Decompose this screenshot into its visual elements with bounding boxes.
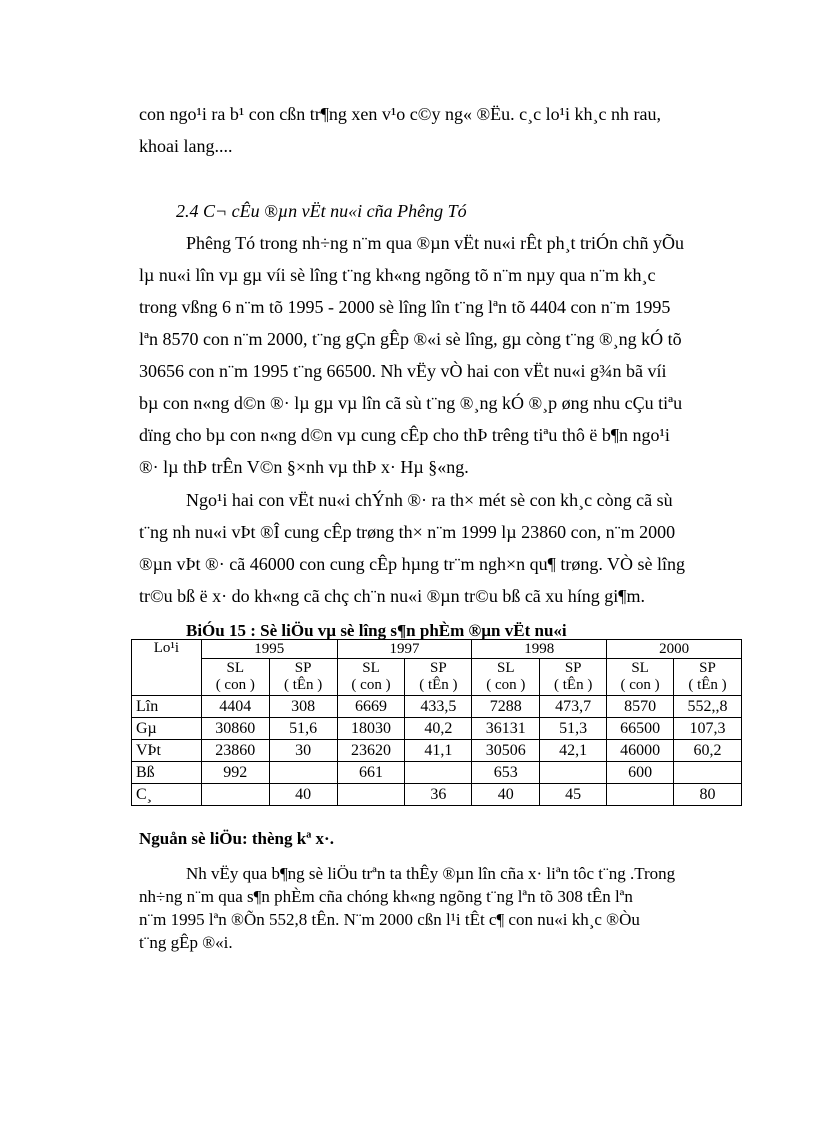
category-header: Lo¹i	[132, 640, 202, 696]
table-row	[132, 718, 742, 740]
table-row	[132, 696, 742, 718]
text-line: t¨ng gÊp ®«i.	[139, 933, 233, 952]
year-header: 2000	[607, 640, 742, 659]
row-label: Bß	[132, 762, 202, 784]
table-cell: 40,2	[405, 718, 472, 740]
table-cell: 41,1	[405, 740, 472, 762]
text-line: lªn 8570 con n¨m 2000, t¨ng gÇn gÊp ®«i sè lîng, gµ còng t¨ng ®¸ng kÓ tõ	[139, 329, 682, 349]
year-header: 1995	[201, 640, 337, 659]
table-cell: 30	[269, 740, 337, 762]
table-cell: 30860	[201, 718, 269, 740]
sub-header-sl: SL ( con )	[472, 659, 540, 696]
table-cell: 40	[269, 784, 337, 806]
table-cell	[337, 784, 405, 806]
section-heading: 2.4 C¬ cÊu ®µn vËt nu«i cña Phêng Tó	[176, 201, 467, 221]
table-cell: 653	[472, 762, 540, 784]
table-cell: 66500	[607, 718, 674, 740]
data-source-note: Nguån sè liÖu: thèng kª x·.	[139, 829, 334, 848]
text-line: ®· lµ thÞ trÊn V©n §×nh vµ thÞ x· Hµ §«ng.	[139, 457, 469, 477]
row-label: C¸	[132, 784, 202, 806]
sub-header-sp: SP ( tÊn )	[674, 659, 742, 696]
table-cell: 60,2	[674, 740, 742, 762]
text-line: nh÷ng n¨m qua s¶n phÈm cña chóng kh«ng ngõng t¨ng lªn tõ 308 tÊn lªn	[139, 887, 633, 906]
table-cell: 80	[674, 784, 742, 806]
sub-header-sl: SL ( con )	[607, 659, 674, 696]
text-line: lµ nu«i lîn vµ gµ víi sè lîng t¨ng kh«ng ngõng tõ n¨m nµy qua n¨m kh¸c	[139, 265, 656, 285]
text-line: 30656 con n¨m 1995 t¨ng 66500. Nh vËy vÒ hai con vËt nu«i g¾n bã víi	[139, 361, 667, 381]
table-cell: 36	[405, 784, 472, 806]
table-cell: 42,1	[540, 740, 607, 762]
table-cell: 18030	[337, 718, 405, 740]
table-cell: 992	[201, 762, 269, 784]
table-cell: 600	[607, 762, 674, 784]
year-header: 1998	[472, 640, 607, 659]
table-cell: 23620	[337, 740, 405, 762]
table-cell: 46000	[607, 740, 674, 762]
table-cell	[607, 784, 674, 806]
text-line: Ngo¹i hai con vËt nu«i chÝnh ®· ra th× mét sè con kh¸c còng cã sù	[186, 490, 673, 510]
text-line: dïng cho bµ con n«ng d©n vµ cung cÊp cho thÞ trêng tiªu thô ë b¶n ngo¹i	[139, 425, 670, 445]
table-cell	[201, 784, 269, 806]
table-cell	[674, 762, 742, 784]
text-line: khoai lang....	[139, 136, 233, 156]
year-header: 1997	[337, 640, 472, 659]
table-cell: 661	[337, 762, 405, 784]
table-cell: 473,7	[540, 696, 607, 718]
text-line: n¨m 1995 lªn ®Õn 552,8 tÊn. N¨m 2000 cßn l¹i tÊt c¶ con nu«i kh¸c ®Òu	[139, 910, 640, 929]
table-cell: 40	[472, 784, 540, 806]
text-line: trong vßng 6 n¨m tõ 1995 - 2000 sè lîng lîn t¨ng lªn tõ 4404 con n¨m 1995	[139, 297, 671, 317]
table-row	[132, 762, 742, 784]
table-cell: 36131	[472, 718, 540, 740]
table-cell: 30506	[472, 740, 540, 762]
table-cell: 23860	[201, 740, 269, 762]
table-cell: 308	[269, 696, 337, 718]
text-line: Nh vËy qua b¶ng sè liÖu trªn ta thÊy ®µn lîn cña x· liªn tôc t¨ng .Trong	[186, 864, 676, 883]
table-cell: 107,3	[674, 718, 742, 740]
row-label: Lîn	[132, 696, 202, 718]
table-cell: 51,3	[540, 718, 607, 740]
text-line: Phêng Tó trong nh÷ng n¨m qua ®µn vËt nu«i rÊt ph¸t triÓn chñ yÕu	[186, 233, 685, 253]
table-cell: 7288	[472, 696, 540, 718]
table-caption: BiÓu 15 : Sè liÖu vµ sè lîng s¶n phÈm ®µn vËt nu«i	[186, 621, 567, 640]
table-cell	[269, 762, 337, 784]
sub-header-sl: SL ( con )	[337, 659, 405, 696]
livestock-table	[131, 639, 742, 806]
table-cell	[405, 762, 472, 784]
row-label: VÞt	[132, 740, 202, 762]
table-cell: 433,5	[405, 696, 472, 718]
table-cell: 552,,8	[674, 696, 742, 718]
text-line: t¨ng nh nu«i vÞt ®Î cung cÊp trøng th× n¨m 1999 lµ 23860 con, n¨m 2000	[139, 522, 676, 542]
text-line: tr©u bß ë x· do kh«ng cã chç ch¨n nu«i ®µn tr©u bß cã xu híng gi¶m.	[139, 586, 645, 606]
text-line: ®µn vÞt ®· cã 46000 con cung cÊp hµng tr¨m ngh×n qu¶ trøng. VÒ sè lîng	[139, 554, 686, 574]
table-row	[132, 784, 742, 806]
text-line: bµ con n«ng d©n ®· lµ gµ vµ lîn cã sù t¨ng ®¸ng kÓ ®¸p øng nhu cÇu tiªu	[139, 393, 683, 413]
row-label: Gµ	[132, 718, 202, 740]
table-cell: 51,6	[269, 718, 337, 740]
text-line: con ngo¹i ra b¹ con cßn tr¶ng xen v¹o c©y ng« ®Ëu. c¸c lo¹i kh¸c nh rau,	[139, 104, 661, 124]
table-header-row	[132, 640, 742, 659]
sub-header-sl: SL ( con )	[201, 659, 269, 696]
table-cell	[540, 762, 607, 784]
sub-header-sp: SP ( tÊn )	[405, 659, 472, 696]
table-row	[132, 740, 742, 762]
sub-header-sp: SP ( tÊn )	[540, 659, 607, 696]
table-cell: 8570	[607, 696, 674, 718]
table-subheader-row	[132, 659, 742, 696]
table-cell: 4404	[201, 696, 269, 718]
sub-header-sp: SP ( tÊn )	[269, 659, 337, 696]
table-cell: 6669	[337, 696, 405, 718]
table-cell: 45	[540, 784, 607, 806]
